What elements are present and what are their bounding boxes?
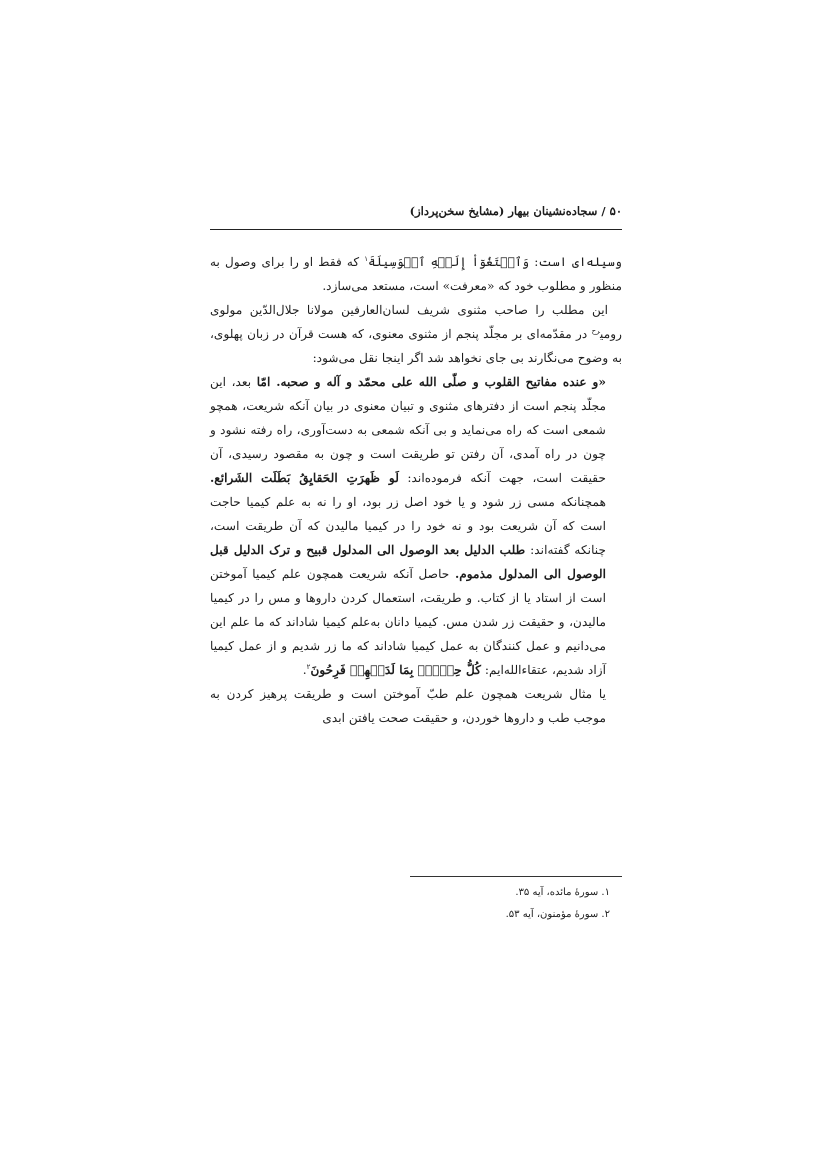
paragraph-2-text-a: این مطلب را صاحب مثنوی شریف لسان‌العارفین مولانا جلال‌الدّین مولوی رومی [210, 303, 622, 341]
page-body [210, 250, 622, 730]
paragraph-2 [210, 298, 622, 370]
quote-end: . [302, 663, 307, 677]
quote-arabic-1: لَو ظَهرَتِ الحَقایِقُ بَطَلَت الشَرائع. [210, 471, 399, 485]
running-header: ۵۰ / سجاده‌نشینان بیهار (مشایخ سخن‌پرداز) [409, 204, 622, 218]
book-page [210, 0, 622, 1169]
footnote-1: ۱. سورهٔ مائده، آیه ۳۵. [515, 887, 610, 898]
quote-verse: كُلُّ حِزۡبِۢ بِمَا لَدَيۡهِمۡ فَرِحُونَ [310, 663, 482, 677]
honorific-mark: رح [591, 326, 601, 335]
quote-text-1: بعد، این مجلّد پنجم است از دفترهای مثنوی و تبیان معنوی در بیان آنکه شریعت، همچو شمعی است که راه می‌نماید و بی آنکه شمعی به دست‌آوری، راه رفته نشود و چون در راه آمدی، آن رفتن تو طریقت است و چون به مقصود رسیدی، آن حقیقت است، جهت آنکه فرموده‌اند: [210, 375, 606, 485]
quote-text-3: حاصل آنکه شریعت همچون علم کیمیا آموختن است از استاد یا از کتاب. و طریقت، استعمال کردن داروها و مس را در کیمیا مالیدن، و حقیقت زر شدن مس. کیمیا دانان به‌علم کیمیا شاداند که ما علم این می‌دانیم و عمل کنندگان به عمل کیمیا شاداند که ما زر شدیم و از عمل کیمیا آزاد شدیم، عتقاءالله‌ایم: [210, 567, 606, 677]
header-rule [210, 229, 622, 230]
paragraph-2-text-b: در مقدّمه‌ای بر مجلّد پنجم از مثنوی معنوی، که هست قرآن در زبان پهلوی، به وضوح می‌نگارند بی جای نخواهد شد اگر اینجا نقل می‌شود: [210, 327, 622, 365]
quoted-passage [210, 370, 606, 682]
paragraph-3: یا مثال شریعت همچون علم طبّ آموختن است و طریقت پرهیز کردن به موجب طب و داروها خوردن، و حقیقت صحت یافتن ابدی [210, 687, 606, 725]
footnote-ref-2: ۲ [306, 662, 311, 671]
paragraph-1-text: که فقط او را برای وصول به منظور و مطلوب خود که «معرفت» است، مستعد می‌سازد. [210, 255, 622, 293]
footnotes [322, 882, 622, 926]
footnote-rule [410, 876, 622, 877]
quote-text-2: همچنانکه مسی زر شود و یا خود اصل زر بود، او را نه به علم کیمیا حاجت است که آن شریعت بود و نه خود را در کیمیا مالیدن که آن طریقت است، چنانکه گفته‌اند: [210, 495, 606, 557]
quote-arabic-2: طلب الدلیل بعد الوصول الی المدلول قبیح و ترک الدلیل قبل الوصول الی المدلول مذموم. [210, 543, 606, 581]
paragraph-1 [210, 250, 622, 298]
footnote-ref-1: ۱ [364, 254, 369, 263]
footnote-2: ۲. سورهٔ مؤمنون، آیه ۵۳. [505, 909, 610, 920]
quran-verse: وسیله‌ای است: وَٱبۡتَغُوٓاْ إِلَيۡهِ ٱلۡوَسِيلَةَ [368, 255, 622, 269]
quote-opening: «و عنده مفاتیح القلوب و صلّی الله علی محمّد و آله و صحبه. امّا [256, 375, 606, 389]
